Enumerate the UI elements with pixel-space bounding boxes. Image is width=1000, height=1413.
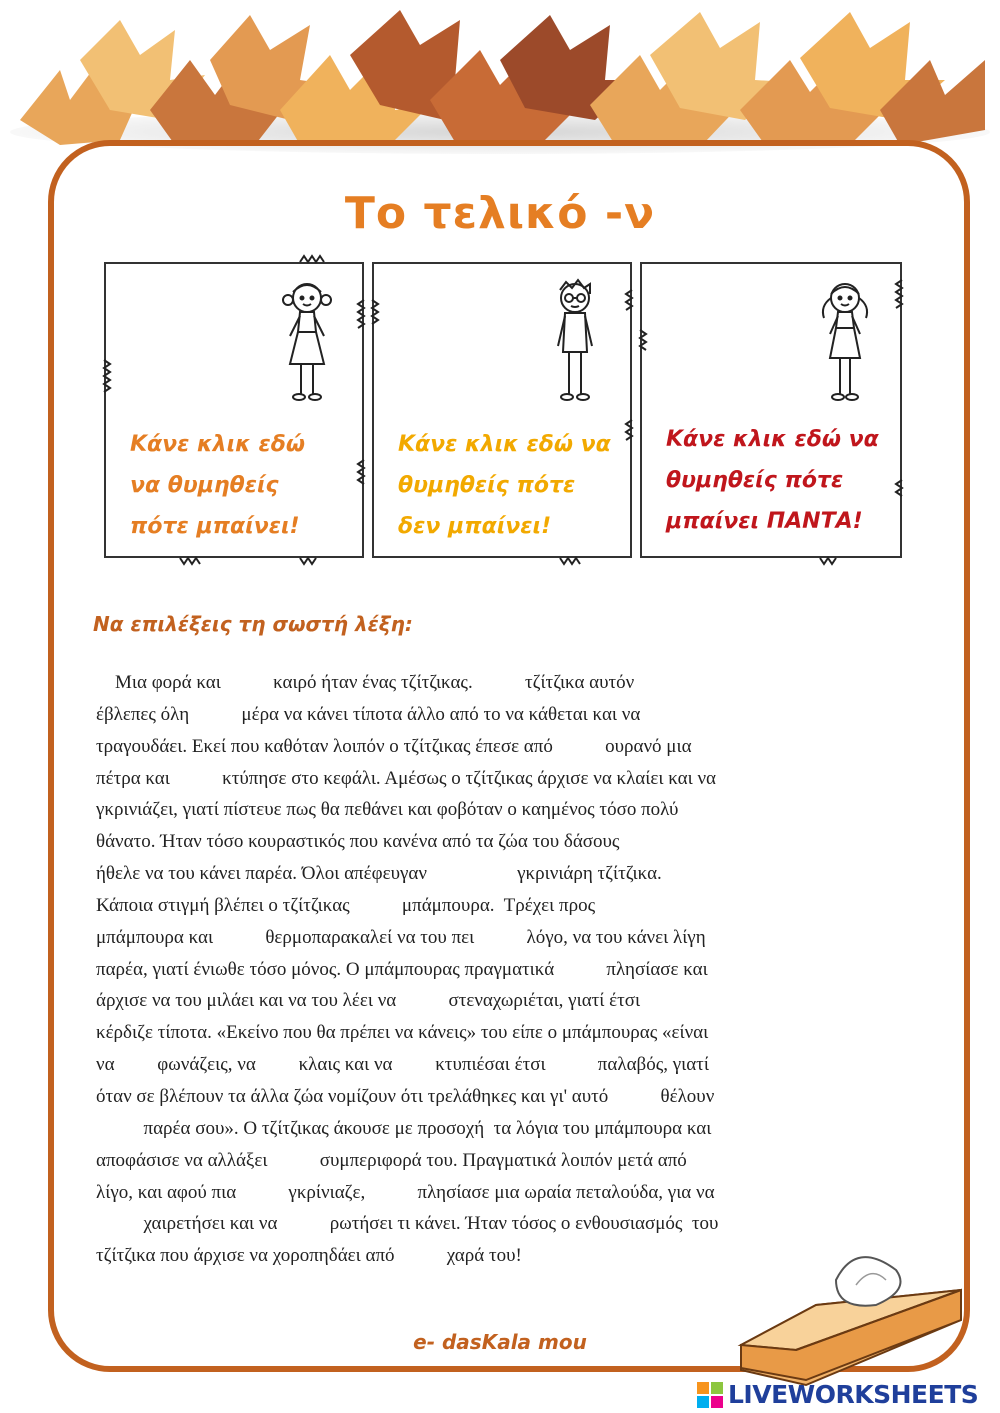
story-line: λίγο, και αφού πια γκρίνιαζε, πλησίασε μια ωραία πεταλούδα, για να xyxy=(96,1181,715,1203)
story-line: αποφάσισε να αλλάξει συμπεριφορά του. Πραγματικά λοιπόν μετά από xyxy=(96,1149,687,1171)
story-line: γκρινιάζει, γιατί πίστευε πως θα πεθάνει και φοβόταν ο καημένος τόσο πολύ xyxy=(96,799,679,821)
instruction-heading: Να επιλέξεις τη σωστή λέξη: xyxy=(93,612,413,636)
page-title: Το τελικό -ν xyxy=(344,188,656,239)
story-line: τραγουδάει. Εκεί που καθόταν λοιπόν ο τζίτζικας έπεσε από ουρανό μια xyxy=(96,735,692,757)
card-3-line-2: θυμηθείς πότε xyxy=(666,468,844,493)
story-line: να φωνάζεις, να κλαις και να κτυπιέσαι έτσι παλαβός, γιατί xyxy=(96,1054,709,1076)
card-3-line-3: μπαίνει ΠΑΝΤΑ! xyxy=(666,509,863,534)
story-line: έβλεπες όλη μέρα να κάνει τίποτα άλλο από το να κάθεται και να xyxy=(96,703,641,725)
card-1-line-1: Κάνε κλικ εδώ xyxy=(130,432,305,457)
liveworksheets-brand[interactable]: LIVEWORKSHEETS xyxy=(728,1380,979,1409)
story-line: όταν σε βλέπουν τα άλλα ζώα νομίζουν ότι τρελάθηκες και γι' αυτό θέλουν xyxy=(96,1085,715,1107)
card-2-line-3: δεν μπαίνει! xyxy=(398,514,552,539)
story-text xyxy=(96,667,916,1272)
card-1-line-3: πότε μπαίνει! xyxy=(130,514,300,539)
story-line: άρχισε να του μιλάει και να του λέει να στεναχωριέται, γιατί έτσι xyxy=(96,990,641,1012)
story-line: θάνατο. Ήταν τόσο κουραστικός που κανένα από τα ζώα του δάσους xyxy=(96,831,620,853)
story-line: χαιρετήσει και να ρωτήσει τι κάνει. Ήταν τόσος ο ενθουσιασμός του xyxy=(96,1213,719,1235)
story-line: ήθελε να του κάνει παρέα. Όλοι απέφευγαν γκρινιάρη τζίτζικα. xyxy=(96,863,662,885)
story-line: κέρδιζε τίποτα. «Εκείνο που θα πρέπει να κάνεις» του είπε ο μπάμπουρας «είναι xyxy=(96,1022,709,1044)
card-3-line-1: Κάνε κλικ εδώ να xyxy=(666,427,879,452)
card-torn-edges xyxy=(0,0,1000,600)
story-line: Μια φορά και καιρό ήταν ένας τζίτζικας. τζίτζικα αυτόν xyxy=(96,672,635,693)
story-line: παρέα σου». Ο τζίτζικας άκουσε με προσοχή τα λόγια του μπάμπουρα και xyxy=(96,1117,712,1139)
card-2-line-1: Κάνε κλικ εδώ να xyxy=(398,432,611,457)
pie-slice-icon xyxy=(736,1250,966,1390)
story-line: μπάμπουρα και θερμοπαρακαλεί να του πει λόγο, να του κάνει λίγη xyxy=(96,926,706,948)
story-line: παρέα, γιατί ένιωθε τόσο μόνος. Ο μπάμπουρας πραγματικά πλησίασε και xyxy=(96,958,708,980)
liveworksheets-logo-icon xyxy=(697,1382,723,1408)
author-signature: e- dasKala mou xyxy=(413,1330,587,1354)
story-line: Κάποια στιγμή βλέπει ο τζίτζικας μπάμπουρα. Τρέχει προς xyxy=(96,894,596,916)
story-line: τζίτζικα που άρχισε να χοροπηδάει από χαρά του! xyxy=(96,1245,522,1267)
story-line: πέτρα και κτύπησε στο κεφάλι. Αμέσως ο τζίτζικας άρχισε να κλαίει και να xyxy=(96,767,716,789)
card-2-line-2: θυμηθείς πότε xyxy=(398,473,576,498)
card-1-line-2: να θυμηθείς xyxy=(130,473,279,498)
